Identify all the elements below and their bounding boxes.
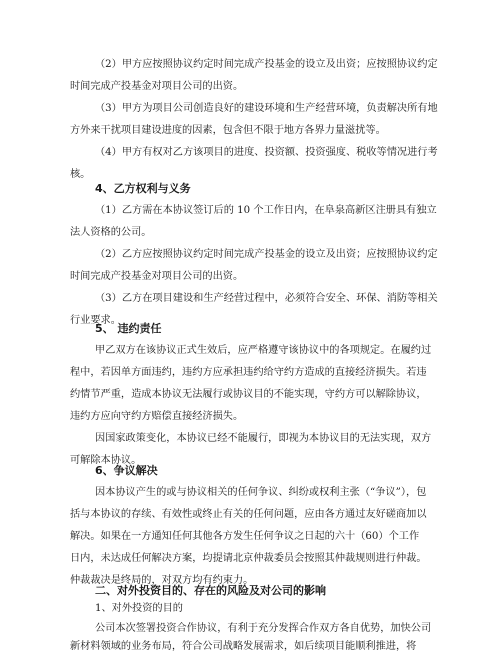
paragraph-line: 公司本次签署投资合作协议，有利于充分发挥合作双方各自优势，加快公司 [95, 623, 432, 634]
paragraph-line: 约情节严重，造成本协议无法履行或协议目的不能实现，守约方可以解除协议， [70, 389, 427, 400]
paragraph-line: 违约方应向守约方赔偿直接经济损失。 [70, 411, 244, 422]
paragraph-line: 括与本协议的存续、有效性或终止有关的任何问题，应由各方通过友好磋商加以 [70, 509, 427, 520]
paragraph-line: （1）乙方需在本协议签订后的 10 个工作日内，在阜泉高新区注册具有独立 [95, 205, 437, 216]
paragraph-line: 因本协议产生的或与协议相关的任何争议、纠纷或权利主张（“争议”），包 [95, 487, 427, 498]
paragraph-line: 甲乙双方在该协议正式生效后，应严格遵守该协议中的各项规定。在履约过 [95, 345, 432, 356]
paragraph-line: 日内，未达成任何解决方案，均提请北京仲裁委员会按照其仲裁规则进行仲裁。 [70, 553, 427, 564]
section-heading: 4、乙方权利与义务 [95, 182, 191, 195]
section-heading: 5、 违约责任 [95, 322, 162, 335]
paragraph-line: 时间完成产投基金对项目公司的出资。 [70, 271, 244, 282]
paragraph-line: 时间完成产投基金对项目公司的出资。 [70, 81, 244, 92]
subsection-heading: 1、对外投资的目的 [95, 603, 183, 614]
paragraph-line: 仲裁裁决是终局的，对双方均有约束力。 [70, 575, 254, 586]
paragraph-line: 程中，若因单方面违约，违约方应承担违约给守约方造成的直接经济损失。若违 [70, 367, 427, 378]
paragraph-line: （3）乙方在项目建设和生产经营过程中，必须符合安全、环保、消防等相关 [95, 293, 438, 304]
paragraph-line: （4）甲方有权对乙方该项目的进度、投资额、投资强度、税收等情况进行考 [95, 147, 438, 158]
section-heading: 二、对外投资目的、存在的风险及对公司的影响 [95, 584, 326, 597]
paragraph-line: 行业要求。 [70, 315, 121, 326]
section-heading: 6、争议解决 [95, 464, 158, 477]
paragraph-line: 方外来干扰项目建设进度的因素，包含但不限于地方各界力量滋扰等。 [70, 125, 386, 136]
paragraph-line: 因国家政策变化，本协议已经不能履行，即视为本协议目的无法实现，双方 [95, 433, 432, 444]
paragraph-line: （3）甲方为项目公司创造良好的建设环境和生产经营环境，负责解决所有地 [95, 103, 438, 114]
paragraph-line: 可解除本协议。 [70, 455, 142, 466]
paragraph-line: （2）甲方应按照协议约定时间完成产投基金的设立及出资；应按照协议约定 [95, 59, 438, 70]
paragraph-line: 核。 [70, 169, 91, 180]
paragraph-line: 法人资格的公司。 [70, 227, 152, 238]
paragraph-line: （2）乙方应按照协议约定时间完成产投基金的设立及出资；应按照协议约定 [95, 249, 438, 260]
paragraph-line: 新材料领域的业务布局，符合公司战略发展需求，如后续项目能顺利推进，将 [70, 641, 417, 652]
paragraph-line: 解决。如果在一方通知任何其他各方发生任何争议之日起的六十（60）个工作 [70, 531, 420, 542]
